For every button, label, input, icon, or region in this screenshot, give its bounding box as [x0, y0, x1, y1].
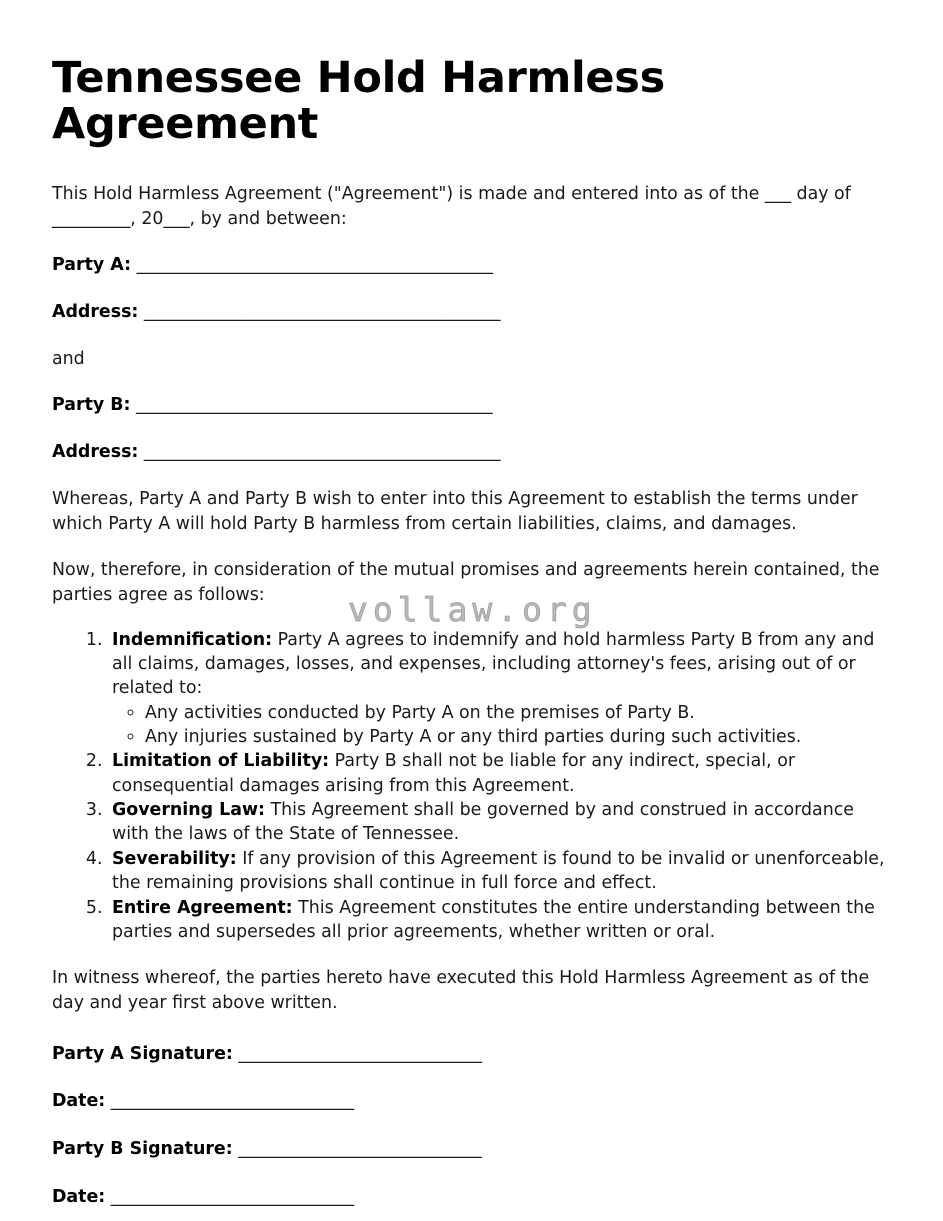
party-a-address-blank[interactable]: _________________________________________: [143, 301, 501, 322]
intro-paragraph: This Hold Harmless Agreement ("Agreement") is made and entered into as of the ___ day of _________, 20___, by and between:: [52, 183, 851, 229]
list-item: ◦ Any activities conducted by Party A on the premises of Party B.: [145, 701, 891, 725]
party-b-date-field: [52, 1185, 891, 1210]
term-text: If any provision of this Agreement is found to be invalid or unenforceable, the remaining provisions shall continue in full force and effect.: [112, 848, 885, 894]
conjunction-and: and: [52, 348, 85, 369]
party-a-date-label: Date:: [52, 1091, 106, 1112]
term-heading: Severability:: [112, 848, 237, 869]
party-a-address-label: Address:: [52, 301, 139, 322]
party-a-signature-label: Party A Signature:: [52, 1043, 233, 1064]
list-item: [108, 847, 891, 896]
whereas-paragraph: Whereas, Party A and Party B wish to enter into this Agreement to establish the terms under which Party A will hold Party B harmless from certain liabilities, claims, and damages.: [52, 488, 858, 534]
party-b-address-blank[interactable]: _________________________________________: [143, 442, 501, 463]
party-a-blank[interactable]: _________________________________________: [136, 255, 494, 276]
party-b-address-field: [52, 440, 891, 465]
term-heading: Limitation of Liability:: [112, 751, 330, 772]
term-text: This Agreement constitutes the entire understanding between the parties and supersedes all prior agreements, whether written or oral.: [112, 897, 875, 942]
watermark: vollaw.org: [348, 590, 597, 629]
signature-block: [52, 1042, 891, 1210]
party-b-date-blank[interactable]: ____________________________: [110, 1186, 355, 1207]
party-b-label: Party B:: [52, 395, 131, 416]
party-b-signature-field: [52, 1137, 891, 1162]
term-text: Party B shall not be liable for any indirect, special, or consequential damages arising from this Agreement.: [112, 751, 795, 796]
party-b-signature-label: Party B Signature:: [52, 1139, 233, 1160]
party-a-label: Party A:: [52, 255, 132, 276]
party-a-signature-field: [52, 1042, 891, 1067]
witness-paragraph: In witness whereof, the parties hereto have executed this Hold Harmless Agreement as of the day and year first above written.: [52, 968, 870, 1013]
term-heading: Indemnification:: [112, 629, 273, 650]
list-item: [108, 628, 891, 750]
party-b-address-label: Address:: [52, 442, 139, 463]
term-heading: Governing Law:: [112, 800, 265, 821]
list-item: ◦ Any injuries sustained by Party A or any third parties during such activities.: [145, 725, 891, 749]
term-text: Party A agrees to indemnify and hold harmless Party B from any and all claims, damages, losses, and expenses, including attorney's fees, arising out of or related to:: [112, 629, 875, 699]
list-item: [108, 798, 891, 847]
subterms-list: [112, 701, 891, 750]
list-item: [108, 896, 891, 945]
party-a-signature-blank[interactable]: ____________________________: [238, 1043, 482, 1064]
party-b-date-label: Date:: [52, 1186, 106, 1207]
list-item: [108, 749, 891, 798]
party-a-date-field: [52, 1089, 891, 1114]
terms-list: [52, 628, 891, 945]
party-b-blank[interactable]: _________________________________________: [136, 395, 493, 416]
party-b-field: [52, 393, 891, 418]
now-therefore-paragraph: Now, therefore, in consideration of the mutual promises and agreements herein contained, the parties agree as follows:: [52, 560, 880, 605]
page-title: Tennessee Hold Harmless Agreement: [52, 53, 665, 150]
party-a-address-field: [52, 300, 891, 325]
party-b-signature-blank[interactable]: ____________________________: [238, 1139, 482, 1160]
party-a-date-blank[interactable]: ____________________________: [110, 1091, 355, 1112]
term-text: This Agreement shall be governed by and construed in accordance with the laws of the State of Tennessee.: [112, 800, 854, 845]
term-heading: Entire Agreement:: [112, 897, 293, 918]
party-a-field: [52, 253, 891, 278]
